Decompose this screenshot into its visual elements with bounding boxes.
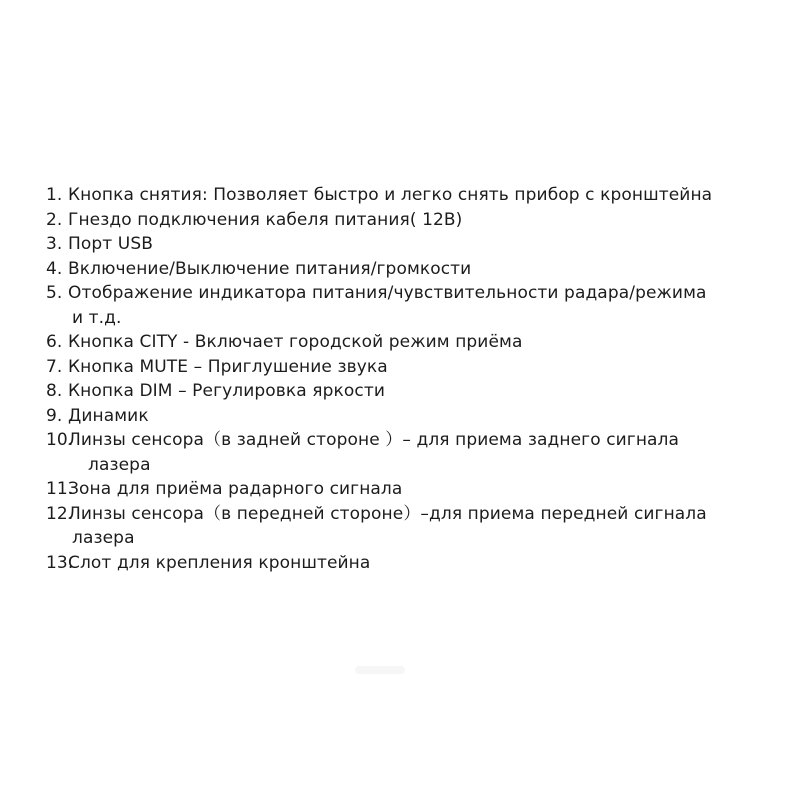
item-number: 9. [46,405,63,426]
item-number: 5. [46,283,63,303]
list-item [46,232,776,257]
item-text: Линзы сенсора（в задней стороне ）– для приема заднего сигнала [68,430,680,450]
item-text: Динамик [68,405,149,426]
list-item [46,281,776,330]
item-number: 10. [46,430,74,450]
watermark-smudge [355,666,405,674]
item-number: 12. [46,503,74,524]
item-text: Порт USB [68,234,153,254]
item-text: Линзы сенсора（в передней стороне）–для приема передней сигнала [68,503,707,524]
item-text-block [68,428,679,477]
list-item [46,379,776,404]
item-number: 1. [46,185,63,205]
list-item [46,428,776,477]
item-number: 3. [46,234,63,254]
parts-list [46,183,776,575]
item-text: Слот для крепления кронштейна [68,552,371,573]
item-number: 2. [46,209,63,230]
item-text-continuation: и т.д. [72,307,122,328]
item-text: Гнездо подключения кабеля питания( 12В) [68,209,463,230]
item-text-block [68,281,707,330]
list-item [46,404,776,429]
item-number: 8. [46,381,63,401]
item-text: Зона для приёма радарного сигнала [68,479,403,499]
item-number: 6. [46,332,63,352]
item-number: 11. [46,479,74,499]
item-number: 7. [46,356,63,377]
item-text: Кнопка DIM – Регулировка яркости [68,381,385,401]
item-text: Включение/Выключение питания/громкости [68,258,472,279]
list-item [46,355,776,380]
item-number: 13. [46,552,74,573]
list-item [46,208,776,233]
item-text-continuation: лазера [88,454,151,475]
item-text: Кнопка снятия: Позволяет быстро и легко снять прибор с кронштейна [68,185,713,205]
list-item [46,330,776,355]
item-text: Кнопка CITY - Включает городской режим приёма [68,332,523,352]
list-item [46,183,776,208]
item-text-block [68,502,707,551]
item-text: Отображение индикатора питания/чувствительности радара/режима [68,283,707,303]
list-item [46,551,776,576]
list-item [46,502,776,551]
item-text-continuation: лазера [72,528,135,548]
item-number: 4. [46,258,63,279]
item-text: Кнопка MUTE – Приглушение звука [68,356,388,377]
list-item [46,477,776,502]
list-item [46,257,776,282]
